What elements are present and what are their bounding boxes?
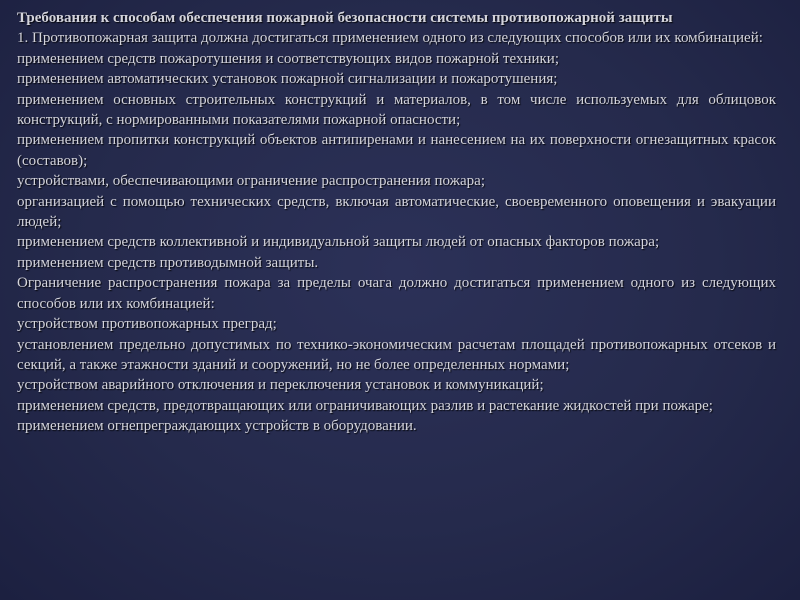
list-item: устройствами, обеспечивающими ограничение распространения пожара; (17, 173, 485, 190)
paragraph-intro: 1. Противопожарная защита должна достигаться применением одного из следующих способов или их комбинацией: (17, 30, 763, 47)
list-item: установлением предельно допустимых по технико-экономическим расчетам площадей противопожарных отсеков и секций, а также этажности зданий и сооружений, но не более определенных нормами; (17, 336, 776, 373)
list-item: устройством противопожарных преград; (17, 316, 277, 333)
list-item: применением автоматических установок пожарной сигнализации и пожаротушения; (17, 71, 558, 88)
list-item: применением средств пожаротушения и соответствующих видов пожарной техники; (17, 50, 559, 67)
list-item: применением средств противодымной защиты. (17, 254, 319, 271)
list-item: применением огнепреграждающих устройств в оборудовании. (17, 418, 417, 435)
list-item: применением основных строительных конструкций и материалов, в том числе используемых для облицовок конструкций, с нормированными показателями пожарной опасности; (17, 91, 776, 129)
slide-text-block (17, 8, 776, 437)
list-item: применением средств, предотвращающих или ограничивающих разлив и растекание жидкостей при пожаре; (17, 397, 713, 414)
list-item: организацией с помощью технических средств, включая автоматические, своевременного оповещения и эвакуации людей; (17, 193, 776, 231)
list-item: применением средств коллективной и индивидуальной защиты людей от опасных факторов пожара; (17, 234, 660, 251)
list-item: устройством аварийного отключения и переключения установок и коммуникаций; (17, 377, 544, 394)
list-item: применением пропитки конструкций объектов антипиренами и нанесением на их поверхности огнезащитных красок (составов); (17, 132, 776, 169)
paragraph-limitation: Ограничение распространения пожара за пределы очага должно достигаться применением одного из следующих способов или их комбинацией: (17, 275, 776, 312)
slide-title: Требования к способам обеспечения пожарной безопасности системы противопожарной защиты (17, 10, 673, 26)
